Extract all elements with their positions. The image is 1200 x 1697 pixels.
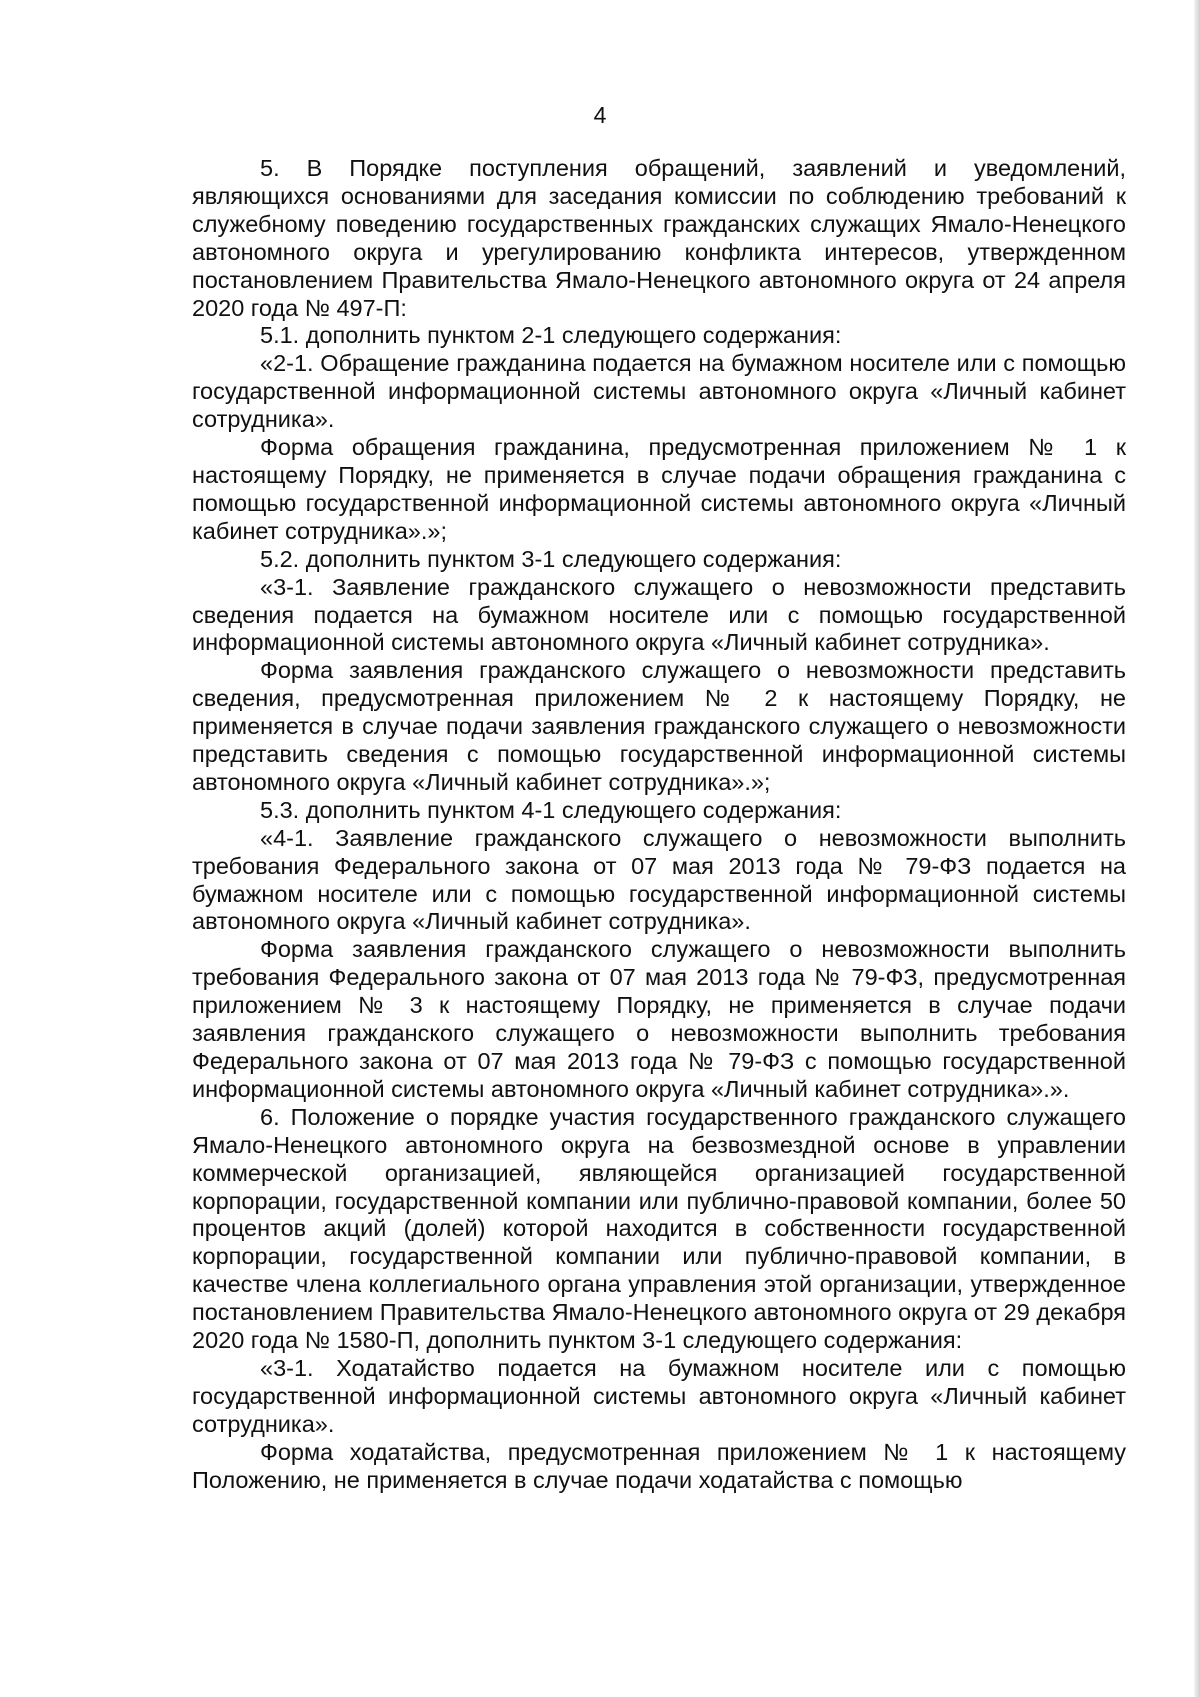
paragraph-3-1-form: Форма заявления гражданского служащего о невозможности представить сведения, предусмотренная приложением № 2 к настоящему Порядку, не применяется в случае подачи заявления гражданского служащего о невозможности представить сведения с помощью государственной информационной системы автономного округа «Личный кабинет сотрудника».»; [192, 657, 1126, 795]
paragraph-6-3-1-form: Форма ходатайства, предусмотренная приложением № 1 к настоящему Положению, не применяется в случае подачи ходатайства с помощью [192, 1438, 1126, 1493]
scan-edge-shadow [1194, 0, 1200, 1697]
paragraph-3-1-text: «3-1. Заявление гражданского служащего о невозможности представить сведения подается на бумажном носителе или с помощью государственной информационной системы автономного округа «Личный кабинет сотрудника». [192, 573, 1126, 656]
paragraph-5-3-heading: 5.3. дополнить пунктом 4-1 следующего содержания: [260, 796, 842, 823]
paragraph-section-6-intro: 6. Положение о порядке участия государственного гражданского служащего Ямало-Ненецкого автономного округа на безвозмездной основе в управлении коммерческой организацией, являющейся организацией государственной корпорации, государственной компании или публично-правовой компании, более 50 процентов акций (долей) которой находится в собственности государственной корпорации, государственной компании или публично-правовой компании, в качестве члена коллегиального органа управления этой организации, утвержденное постановлением Правительства Ямало-Ненецкого автономного округа от 29 декабря 2020 года № 1580-П, дополнить пунктом 3-1 следующего содержания: [192, 1103, 1126, 1354]
paragraph-5-2-heading: 5.2. дополнить пунктом 3-1 следующего содержания: [260, 545, 842, 572]
paragraph-4-1-form: Форма заявления гражданского служащего о невозможности выполнить требования Федерального закона от 07 мая 2013 года № 79-ФЗ, предусмотренная приложением № 3 к настоящему Порядку, не применяется в случае подачи заявления гражданского служащего о невозможности выполнить требования Федерального закона от 07 мая 2013 года № 79-ФЗ с помощью государственной информационной системы автономного округа «Личный кабинет сотрудника».». [192, 936, 1126, 1102]
paragraph-2-1-form: Форма обращения гражданина, предусмотренная приложением № 1 к настоящему Порядку, не применяется в случае подачи обращения гражданина с помощью государственной информационной системы автономного округа «Личный кабинет сотрудника».»; [192, 434, 1126, 544]
paragraph-2-1-text: «2-1. Обращение гражданина подается на бумажном носителе или с помощью государственной информационной системы автономного округа «Личный кабинет сотрудника». [192, 350, 1126, 433]
paragraph-5-1-heading: 5.1. дополнить пунктом 2-1 следующего содержания: [260, 322, 842, 349]
paragraph-section-5-intro: 5. В Порядке поступления обращений, заявлений и уведомлений, являющихся основаниями для заседания комиссии по соблюдению требований к служебному поведению государственных гражданских служащих Ямало-Ненецкого автономного округа и урегулированию конфликта интересов, утвержденном постановлением Правительства Ямало-Ненецкого автономного округа от 24 апреля 2020 года № 497-П: [192, 155, 1126, 321]
paragraph-4-1-text: «4-1. Заявление гражданского служащего о невозможности выполнить требования Федерального закона от 07 мая 2013 года № 79-ФЗ подается на бумажном носителе или с помощью государственной информационной системы автономного округа «Личный кабинет сотрудника». [192, 824, 1126, 935]
page-number: 4 [593, 102, 607, 128]
paragraph-6-3-1-text: «3-1. Ходатайство подается на бумажном носителе или с помощью государственной информационной системы автономного округа «Личный кабинет сотрудника». [192, 1354, 1126, 1437]
document-body [192, 155, 1126, 1495]
